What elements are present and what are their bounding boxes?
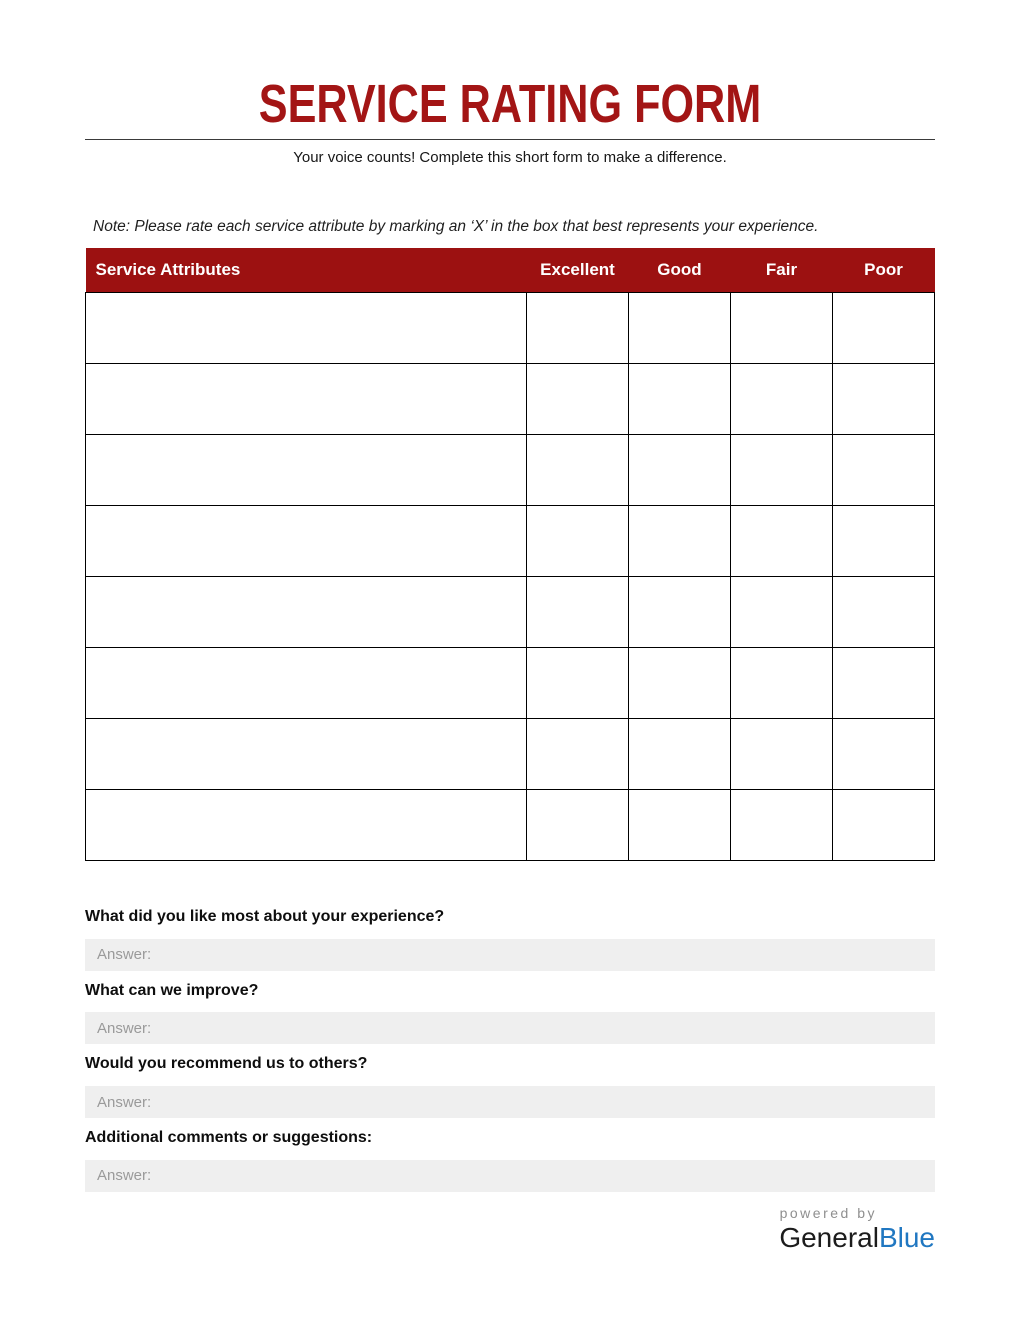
column-header-good: Good [629,248,731,293]
table-row [86,293,935,364]
title-divider [85,139,935,140]
question-block [85,1129,935,1192]
rating-cell[interactable] [527,364,629,435]
table-row [86,435,935,506]
rating-table [85,248,935,862]
rating-cell[interactable] [527,719,629,790]
rating-cell[interactable] [629,790,731,861]
table-row [86,719,935,790]
rating-cell[interactable] [629,293,731,364]
rating-cell[interactable] [629,648,731,719]
table-row [86,790,935,861]
question-label: What did you like most about your experience? [85,908,445,926]
rating-cell[interactable] [527,577,629,648]
rating-cell[interactable] [833,577,935,648]
table-row [86,577,935,648]
column-header-service-attributes: Service Attributes [86,248,527,293]
attribute-cell[interactable] [86,719,527,790]
answer-input[interactable] [85,1086,935,1118]
table-row [86,648,935,719]
rating-cell[interactable] [731,364,833,435]
rating-cell[interactable] [629,577,731,648]
brand-blue-text: Blue [878,1221,935,1253]
rating-table-body [86,293,935,861]
powered-by-label: powered by [779,1204,877,1221]
column-header-fair: Fair [731,248,833,293]
rating-cell[interactable] [731,435,833,506]
brand-general-text: General [779,1221,879,1253]
rating-cell[interactable] [527,506,629,577]
rating-cell[interactable] [731,577,833,648]
rating-cell[interactable] [731,719,833,790]
column-header-excellent: Excellent [527,248,629,293]
answer-input[interactable] [85,1012,935,1044]
rating-cell[interactable] [731,293,833,364]
rating-cell[interactable] [833,506,935,577]
rating-cell[interactable] [629,506,731,577]
rating-cell[interactable] [527,648,629,719]
footer [85,1205,935,1254]
rating-cell[interactable] [527,435,629,506]
rating-cell[interactable] [629,435,731,506]
question-label: Additional comments or suggestions: [85,1129,373,1147]
rating-cell[interactable] [629,719,731,790]
rating-cell[interactable] [833,293,935,364]
attribute-cell[interactable] [86,648,527,719]
rating-cell[interactable] [731,648,833,719]
page-title [85,74,935,134]
attribute-cell[interactable] [86,364,527,435]
table-row [86,364,935,435]
rating-cell[interactable] [731,790,833,861]
instructions-note: Note: Please rate each service attribute by marking an ‘X’ in the box that best represents your experience. [93,217,819,235]
attribute-cell[interactable] [86,293,527,364]
attribute-cell[interactable] [86,577,527,648]
rating-cell[interactable] [833,790,935,861]
attribute-cell[interactable] [86,790,527,861]
rating-cell[interactable] [527,293,629,364]
attribute-cell[interactable] [86,435,527,506]
table-row [86,506,935,577]
question-label: Would you recommend us to others? [85,1055,368,1073]
page-title-text: SERVICE RATING FORM [258,74,762,134]
question-label: What can we improve? [85,981,259,999]
rating-cell[interactable] [731,506,833,577]
rating-cell[interactable] [833,719,935,790]
answer-input[interactable] [85,1160,935,1192]
question-block [85,982,935,1045]
question-block [85,1055,935,1118]
questions-section [85,908,935,1191]
answer-input[interactable] [85,939,935,971]
rating-cell[interactable] [629,364,731,435]
rating-table-header-row [86,248,935,293]
rating-cell[interactable] [833,364,935,435]
attribute-cell[interactable] [86,506,527,577]
rating-cell[interactable] [833,435,935,506]
column-header-poor: Poor [833,248,935,293]
generalblue-logo [85,1222,935,1254]
question-block [85,908,935,971]
rating-cell[interactable] [527,790,629,861]
rating-cell[interactable] [833,648,935,719]
page-subtitle: Your voice counts! Complete this short form to make a difference. [293,149,727,166]
